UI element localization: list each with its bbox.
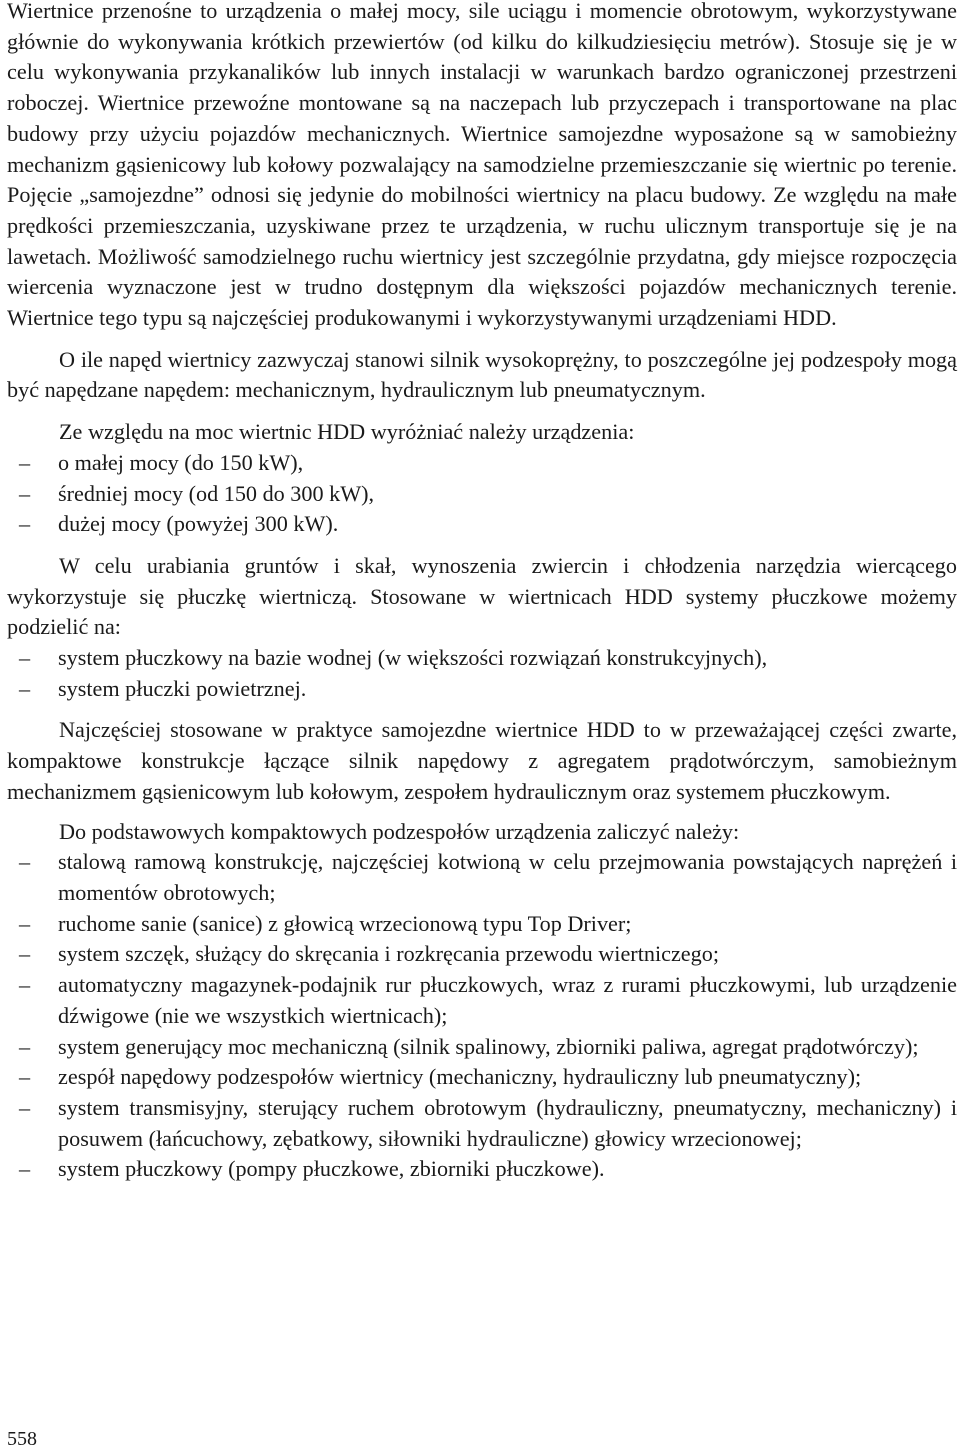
list-item: – o małej mocy (do 150 kW), (7, 448, 957, 479)
paragraph-mud-intro: W celu urabiania gruntów i skał, wynoszenia zwiercin i chłodzenia narzędzia wiercącego wykorzystuje się płuczkę wiertniczą. Stosowane w wiertnicach HDD systemy płuczkowe możemy podzielić na: (7, 552, 957, 640)
paragraph-drill-types: Wiertnice przenośne to urządzenia o małej mocy, sile uciągu i momencie obrotowym, wykorzystywane głównie do wykonywania krótkich przewiertów (od kilku do kilkudziesięciu metrów). Stosuje się je w celu wykonywania przykanalików lub innych instalacji w warunkach bardzo ograniczonej przestrzeni roboczej. Wiertnice przewoźne montowane są na naczepach lub przyczepach i transportowane na plac budowy przy użyciu pojazdów mechanicznych. Wiertnice samojezdne wyposażone są w samobieżny mechanizm gąsienicowy lub kołowy pozwalający na samodzielne przemieszczanie się wiertnic po terenie. Pojęcie „samojezdne” odnosi się jedynie do mobilności wiertnicy na placu budowy. Ze względu na małe prędkości przemieszczania, uzyskiwane przez te urządzenia, w ruchu ulicznym transportuje się je na lawetach. Możliwość samodzielnego ruchu wiertnicy jest szczególnie przydatna, gdy miejsce rozpoczęcia wiercenia wyznaczone jest w trudno dostępnym dla większości pojazdów mechanicznych terenie. Wiertnice tego typu są najczęściej produkowanymi i wykorzystywanymi urządzeniami HDD. (7, 0, 957, 331)
dash-marker: – (19, 1156, 31, 1182)
list-item: – średniej mocy (od 150 do 300 kW), (7, 479, 957, 510)
list-item: – dużej mocy (powyżej 300 kW). (7, 509, 957, 540)
dash-marker: – (19, 849, 31, 875)
dash-marker: – (19, 675, 31, 701)
paragraph-drive: O ile napęd wiertnicy zazwyczaj stanowi silnik wysokoprężny, to poszczególne jej podzespoły mogą być napędzane napędem: mechanicznym, hydraulicznym lub pneumatycznym. (7, 346, 957, 403)
dash-marker: – (19, 511, 31, 537)
components-list (7, 847, 957, 1185)
page-number: 558 (7, 1428, 37, 1450)
dash-marker: – (19, 910, 31, 936)
list-item: – zespół napędowy podzespołów wiertnicy (mechaniczny, hydrauliczny lub pneumatyczny); (7, 1062, 957, 1093)
paragraph-power-intro: Ze względu na moc wiertnic HDD wyróżniać należy urządzenia: (59, 419, 635, 445)
paragraph-components-intro: Do podstawowych kompaktowych podzespołów urządzenia zaliczyć należy: (59, 818, 740, 844)
dash-marker: – (19, 1033, 31, 1059)
dash-marker: – (19, 480, 31, 506)
list-item: – system szczęk, służący do skręcania i rozkręcania przewodu wiertniczego; (7, 939, 957, 970)
mud-system-list (7, 643, 957, 704)
list-item: – stalową ramową konstrukcję, najczęściej kotwioną w celu przejmowania powstających naprężeń i momentów obrotowych; (19, 849, 957, 905)
dash-marker: – (19, 449, 31, 475)
document-page (7, 0, 957, 1185)
list-item: – system płuczkowy (pompy płuczkowe, zbiorniki płuczkowe). (7, 1154, 957, 1185)
dash-marker: – (19, 972, 31, 998)
dash-marker: – (19, 1064, 31, 1090)
list-item: – automatyczny magazynek-podajnik rur płuczkowych, wraz z rurami płuczkowymi, lub urządzenie dźwigowe (nie we wszystkich wiertnicach); (19, 972, 957, 1028)
list-item: – system transmisyjny, sterujący ruchem obrotowym (hydrauliczny, pneumatyczny, mechaniczny) i posuwem (łańcuchowy, zębatkowy, siłowniki hydrauliczne) głowicy wrzecionowej; (19, 1094, 957, 1151)
dash-marker: – (19, 1094, 31, 1120)
dash-marker: – (19, 941, 31, 967)
list-item: – system generujący moc mechaniczną (silnik spalinowy, zbiorniki paliwa, agregat prądotwórczy); (7, 1032, 957, 1063)
dash-marker: – (19, 645, 31, 671)
power-list (7, 448, 957, 540)
list-item: – system płuczkowy na bazie wodnej (w większości rozwiązań konstrukcyjnych), (7, 643, 957, 674)
paragraph-compact-design: Najczęściej stosowane w praktyce samojezdne wiertnice HDD to w przeważającej części zwarte, kompaktowe konstrukcje łączące silnik napędowy z agregatem prądotwórczym, samobieżnym mechanizmem gąsienicowym lub kołowym, zespołem hydraulicznym oraz systemem płuczkowym. (7, 717, 957, 804)
list-item: – system płuczki powietrznej. (7, 674, 957, 705)
list-item: – ruchome sanie (sanice) z głowicą wrzecionową typu Top Driver; (7, 909, 957, 940)
